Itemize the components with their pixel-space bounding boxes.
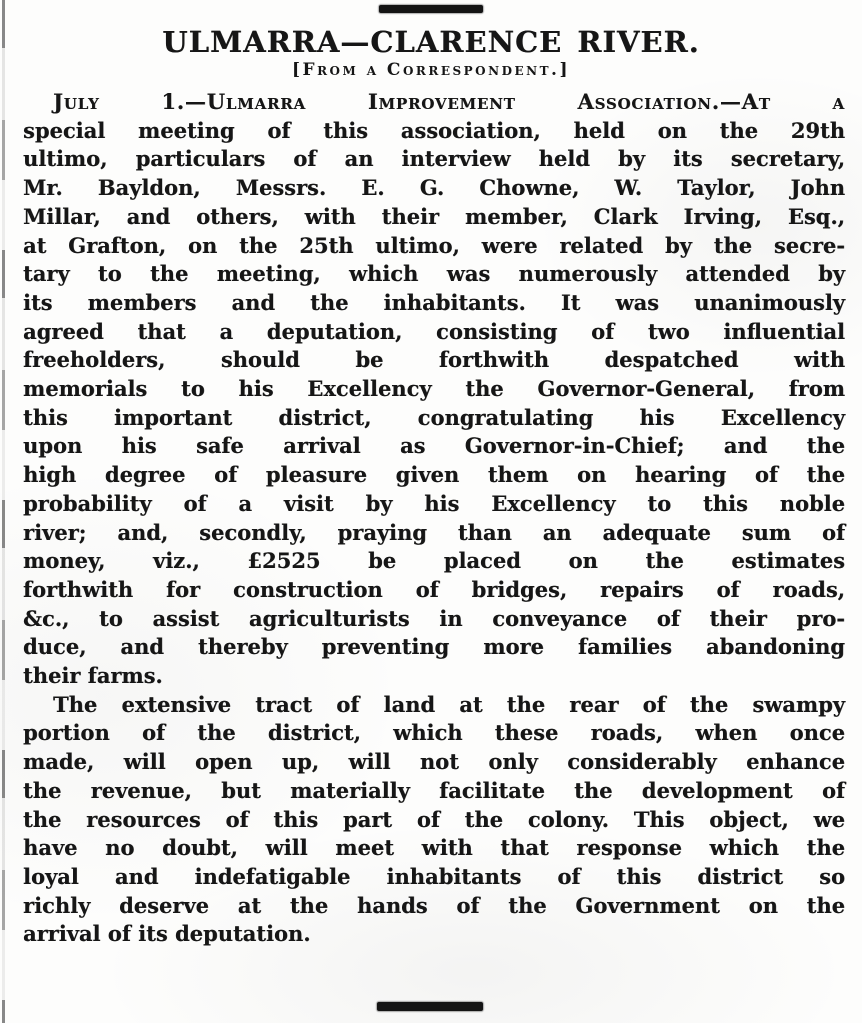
text-line: money, viz., £2525 be placed on the estimates <box>23 548 845 574</box>
article-byline: [From a Correspondent.] <box>291 60 571 80</box>
text-line: the resources of this part of the colony. This object, we <box>23 806 845 832</box>
text-line: special meeting of this association, held on the 29th <box>23 117 845 143</box>
text-line: portion of the district, which these roads, when once <box>23 720 845 746</box>
text-line: this important district, congratulating his Excellency <box>23 404 845 430</box>
top-divider-rule <box>379 5 483 13</box>
text-line: Mr. Bayldon, Messrs. E. G. Chowne, W. Taylor, John <box>23 175 845 201</box>
text-line: forthwith for construction of bridges, repairs of roads, <box>23 576 845 602</box>
text-line: river; and, secondly, praying than an adequate sum of <box>23 519 845 545</box>
text-line: high degree of pleasure given them on hearing of the <box>23 462 845 488</box>
text-line: &c., to assist agriculturists in conveyance of their pro- <box>23 605 845 631</box>
paragraph-1 <box>23 88 845 691</box>
article-body <box>0 88 862 949</box>
text-line: The extensive tract of land at the rear of the swampy <box>53 691 845 717</box>
text-line: Millar, and others, with their member, Clark Irving, Esq., <box>23 203 845 229</box>
text-line: ultimo, particulars of an interview held by its secretary, <box>23 146 845 172</box>
text-line: memorials to his Excellency the Governor-General, from <box>23 376 845 402</box>
text-line: tary to the meeting, which was numerously attended by <box>23 261 845 287</box>
text-line: agreed that a deputation, consisting of two influential <box>23 318 845 344</box>
paragraph-2 <box>23 691 845 949</box>
article-headline: ULMARRA—CLARENCE RIVER. <box>162 25 700 59</box>
text-line: July 1.—Ulmarra Improvement Association.—At a <box>53 89 845 114</box>
text-line: richly deserve at the hands of the Government on the <box>23 892 845 918</box>
text-line: probability of a visit by his Excellency to this noble <box>23 490 845 516</box>
text-line: arrival of its deputation. <box>23 921 311 947</box>
text-line: loyal and indefatigable inhabitants of this district so <box>23 863 845 889</box>
bottom-divider-rule <box>377 1002 483 1011</box>
text-line: at Grafton, on the 25th ultimo, were related by the secre- <box>23 232 845 258</box>
text-line: duce, and thereby preventing more families abandoning <box>23 634 845 660</box>
text-line: freeholders, should be forthwith despatched with <box>23 347 845 373</box>
text-line: have no doubt, will meet with that response which the <box>23 835 845 861</box>
text-line: its members and the inhabitants. It was unanimously <box>23 289 845 315</box>
text-line: the revenue, but materially facilitate the development of <box>23 777 845 803</box>
text-line: upon his safe arrival as Governor-in-Chief; and the <box>23 433 845 459</box>
text-line: their farms. <box>23 663 163 689</box>
text-line: made, will open up, will not only considerably enhance <box>23 749 845 775</box>
column-rule <box>2 0 5 1023</box>
